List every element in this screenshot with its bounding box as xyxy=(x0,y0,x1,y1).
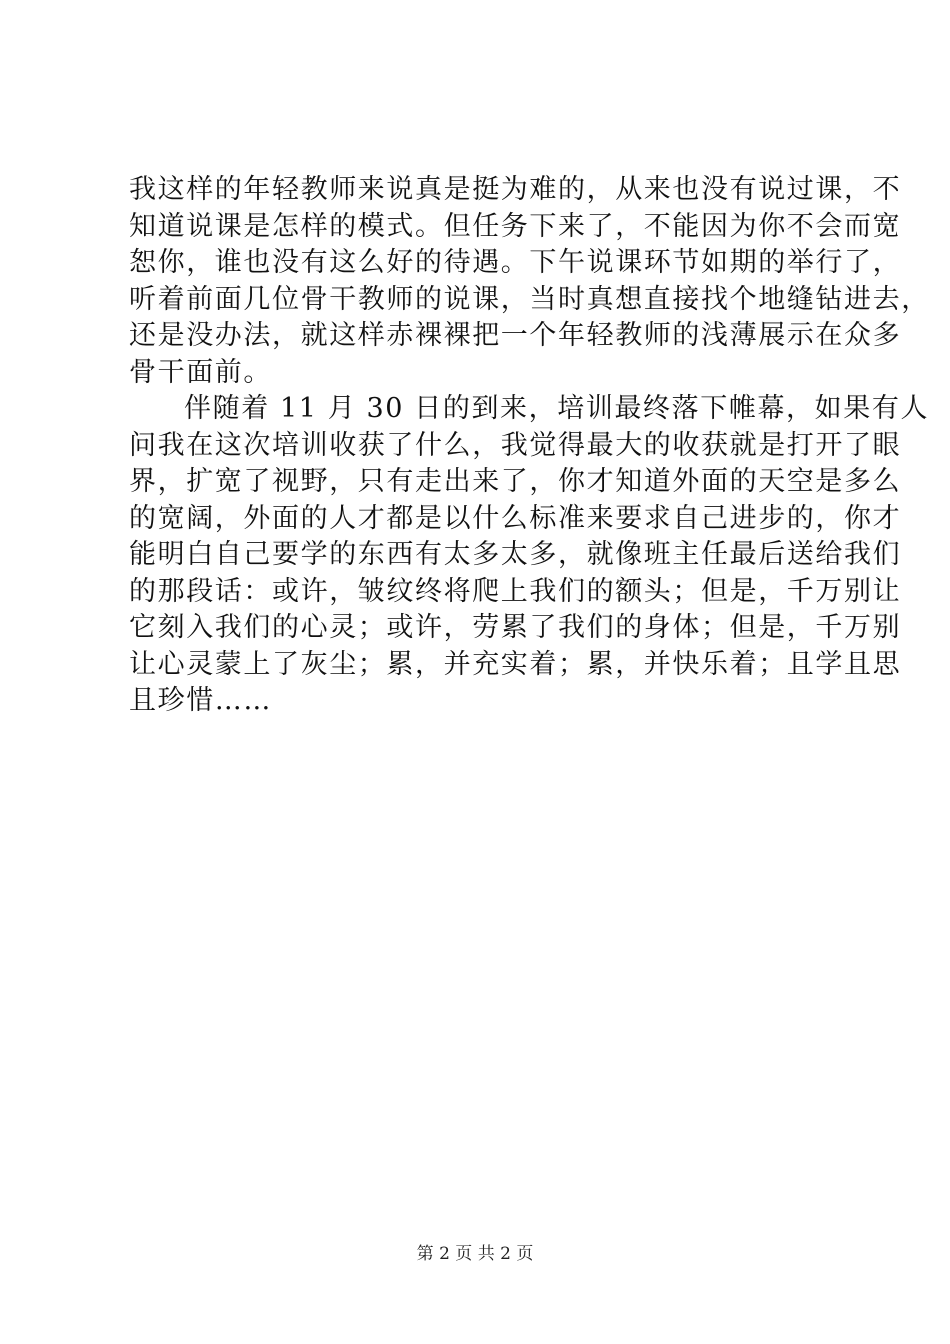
text-line: 问我在这次培训收获了什么，我觉得最大的收获就是打开了眼 xyxy=(129,429,902,461)
paragraph-start-line: 伴随着 11 月 30 日的到来，培训最终落下帷幕，如果有人 xyxy=(184,393,930,424)
text-line: 界，扩宽了视野，只有走出来了，你才知道外面的天空是多么 xyxy=(129,466,902,497)
text-line: 知道说课是怎样的模式。但任务下来了，不能因为你不会而宽 xyxy=(129,210,902,242)
document-body xyxy=(129,172,930,720)
text-line: 让心灵蒙上了灰尘；累，并充实着；累，并快乐着；且学且思 xyxy=(129,648,902,680)
text-line: 且珍惜…… xyxy=(129,685,272,716)
text-line: 还是没办法，就这样赤裸裸把一个年轻教师的浅薄展示在众多 xyxy=(129,320,902,351)
text-line: 它刻入我们的心灵；或许，劳累了我们的身体；但是，千万别 xyxy=(129,612,902,643)
text-line: 我这样的年轻教师来说真是挺为难的，从来也没有说过课，不 xyxy=(129,174,902,205)
text-line: 骨干面前。 xyxy=(129,356,272,388)
page-number-footer: 第 2 页 共 2 页 xyxy=(416,1244,534,1264)
text-line: 的宽阔，外面的人才都是以什么标准来要求自己进步的，你才 xyxy=(129,502,902,534)
text-line: 听着前面几位骨干教师的说课，当时真想直接找个地缝钻进去， xyxy=(129,283,930,315)
text-line: 能明白自己要学的东西有太多太多，就像班主任最后送给我们 xyxy=(129,539,902,570)
text-line: 恕你，谁也没有这么好的待遇。下午说课环节如期的举行了， xyxy=(129,247,902,278)
text-line: 的那段话：或许，皱纹终将爬上我们的额头；但是，千万别让 xyxy=(129,575,902,607)
